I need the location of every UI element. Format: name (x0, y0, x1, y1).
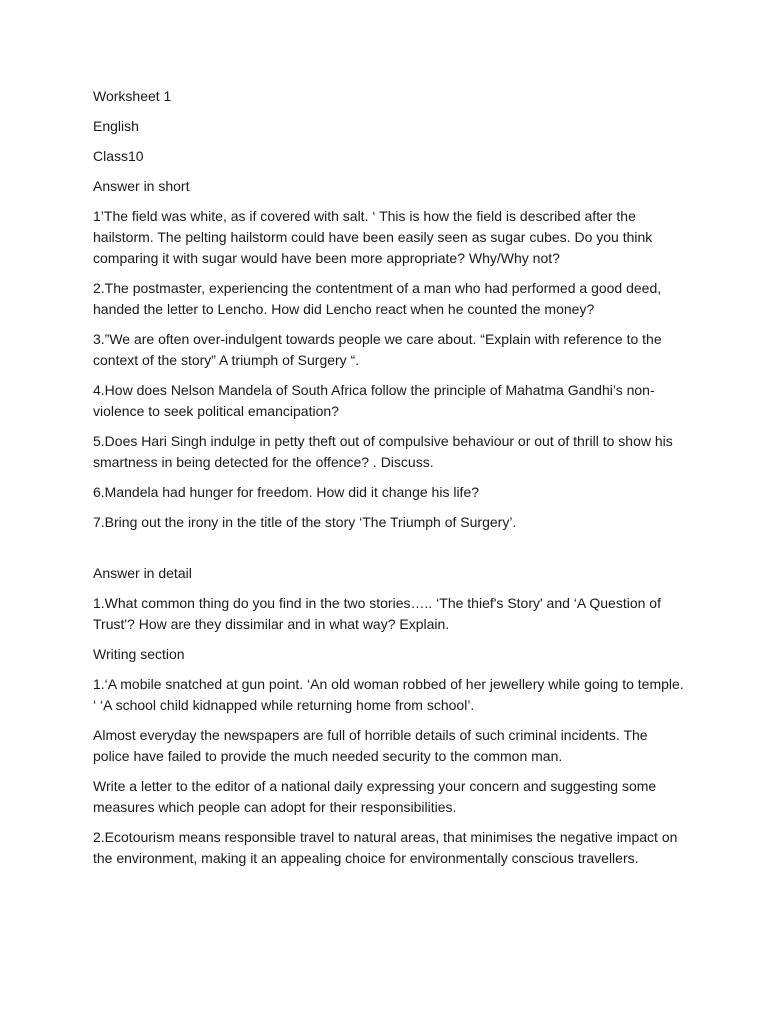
short-question-7: 7.Bring out the irony in the title of the story ‘The Triumph of Surgery’. (93, 514, 517, 530)
short-question-3: 3.”We are often over-indulgent towards people we care about. “Explain with reference to the context of the story” A triumph of Surgery “. (93, 331, 662, 368)
short-question-1: 1’The field was white, as if covered with salt. ‘ This is how the field is described after the hailstorm. The pelting hailstorm could have been easily seen as sugar cubes. Do you think comparing it with sugar would have been more appropriate? Why/Why not? (93, 208, 653, 266)
short-question-5: 5.Does Hari Singh indulge in petty theft out of compulsive behaviour or out of thrill to show his smartness in being detected for the offence? . Discuss. (93, 433, 673, 470)
writing-paragraph-1: 1.‘A mobile snatched at gun point. ‘An old woman robbed of her jewellery while going to temple. ‘ ‘A school child kidnapped while returning home from school’. (93, 676, 684, 713)
worksheet-page (93, 86, 685, 878)
short-answer-heading: Answer in short (93, 178, 190, 194)
writing-paragraph-4: 2.Ecotourism means responsible travel to natural areas, that minimises the negative impact on the environment, making it an appealing choice for environmentally conscious travellers. (93, 829, 678, 866)
writing-section-heading: Writing section (93, 646, 185, 662)
short-question-6: 6.Mandela had hunger for freedom. How did it change his life? (93, 484, 480, 500)
class-label: Class10 (93, 148, 144, 164)
writing-paragraph-3: Write a letter to the editor of a national daily expressing your concern and suggesting some measures which people can adopt for their responsibilities. (93, 778, 657, 815)
detail-question-1: 1.What common thing do you find in the two stories….. ‘The thief's Story' and ‘A Question of Trust'? How are they dissimilar and in what way? Explain. (93, 595, 661, 632)
writing-paragraph-2: Almost everyday the newspapers are full of horrible details of such criminal incidents. The police have failed to provide the much needed security to the common man. (93, 727, 648, 764)
detail-answer-heading: Answer in detail (93, 565, 192, 581)
worksheet-title: Worksheet 1 (93, 88, 172, 104)
short-question-4: 4.How does Nelson Mandela of South Africa follow the principle of Mahatma Gandhi’s non-violence to seek political emancipation? (93, 382, 655, 419)
subject-label: English (93, 118, 139, 134)
short-question-2: 2.The postmaster, experiencing the contentment of a man who had performed a good deed, handed the letter to Lencho. How did Lencho react when he counted the money? (93, 280, 662, 317)
